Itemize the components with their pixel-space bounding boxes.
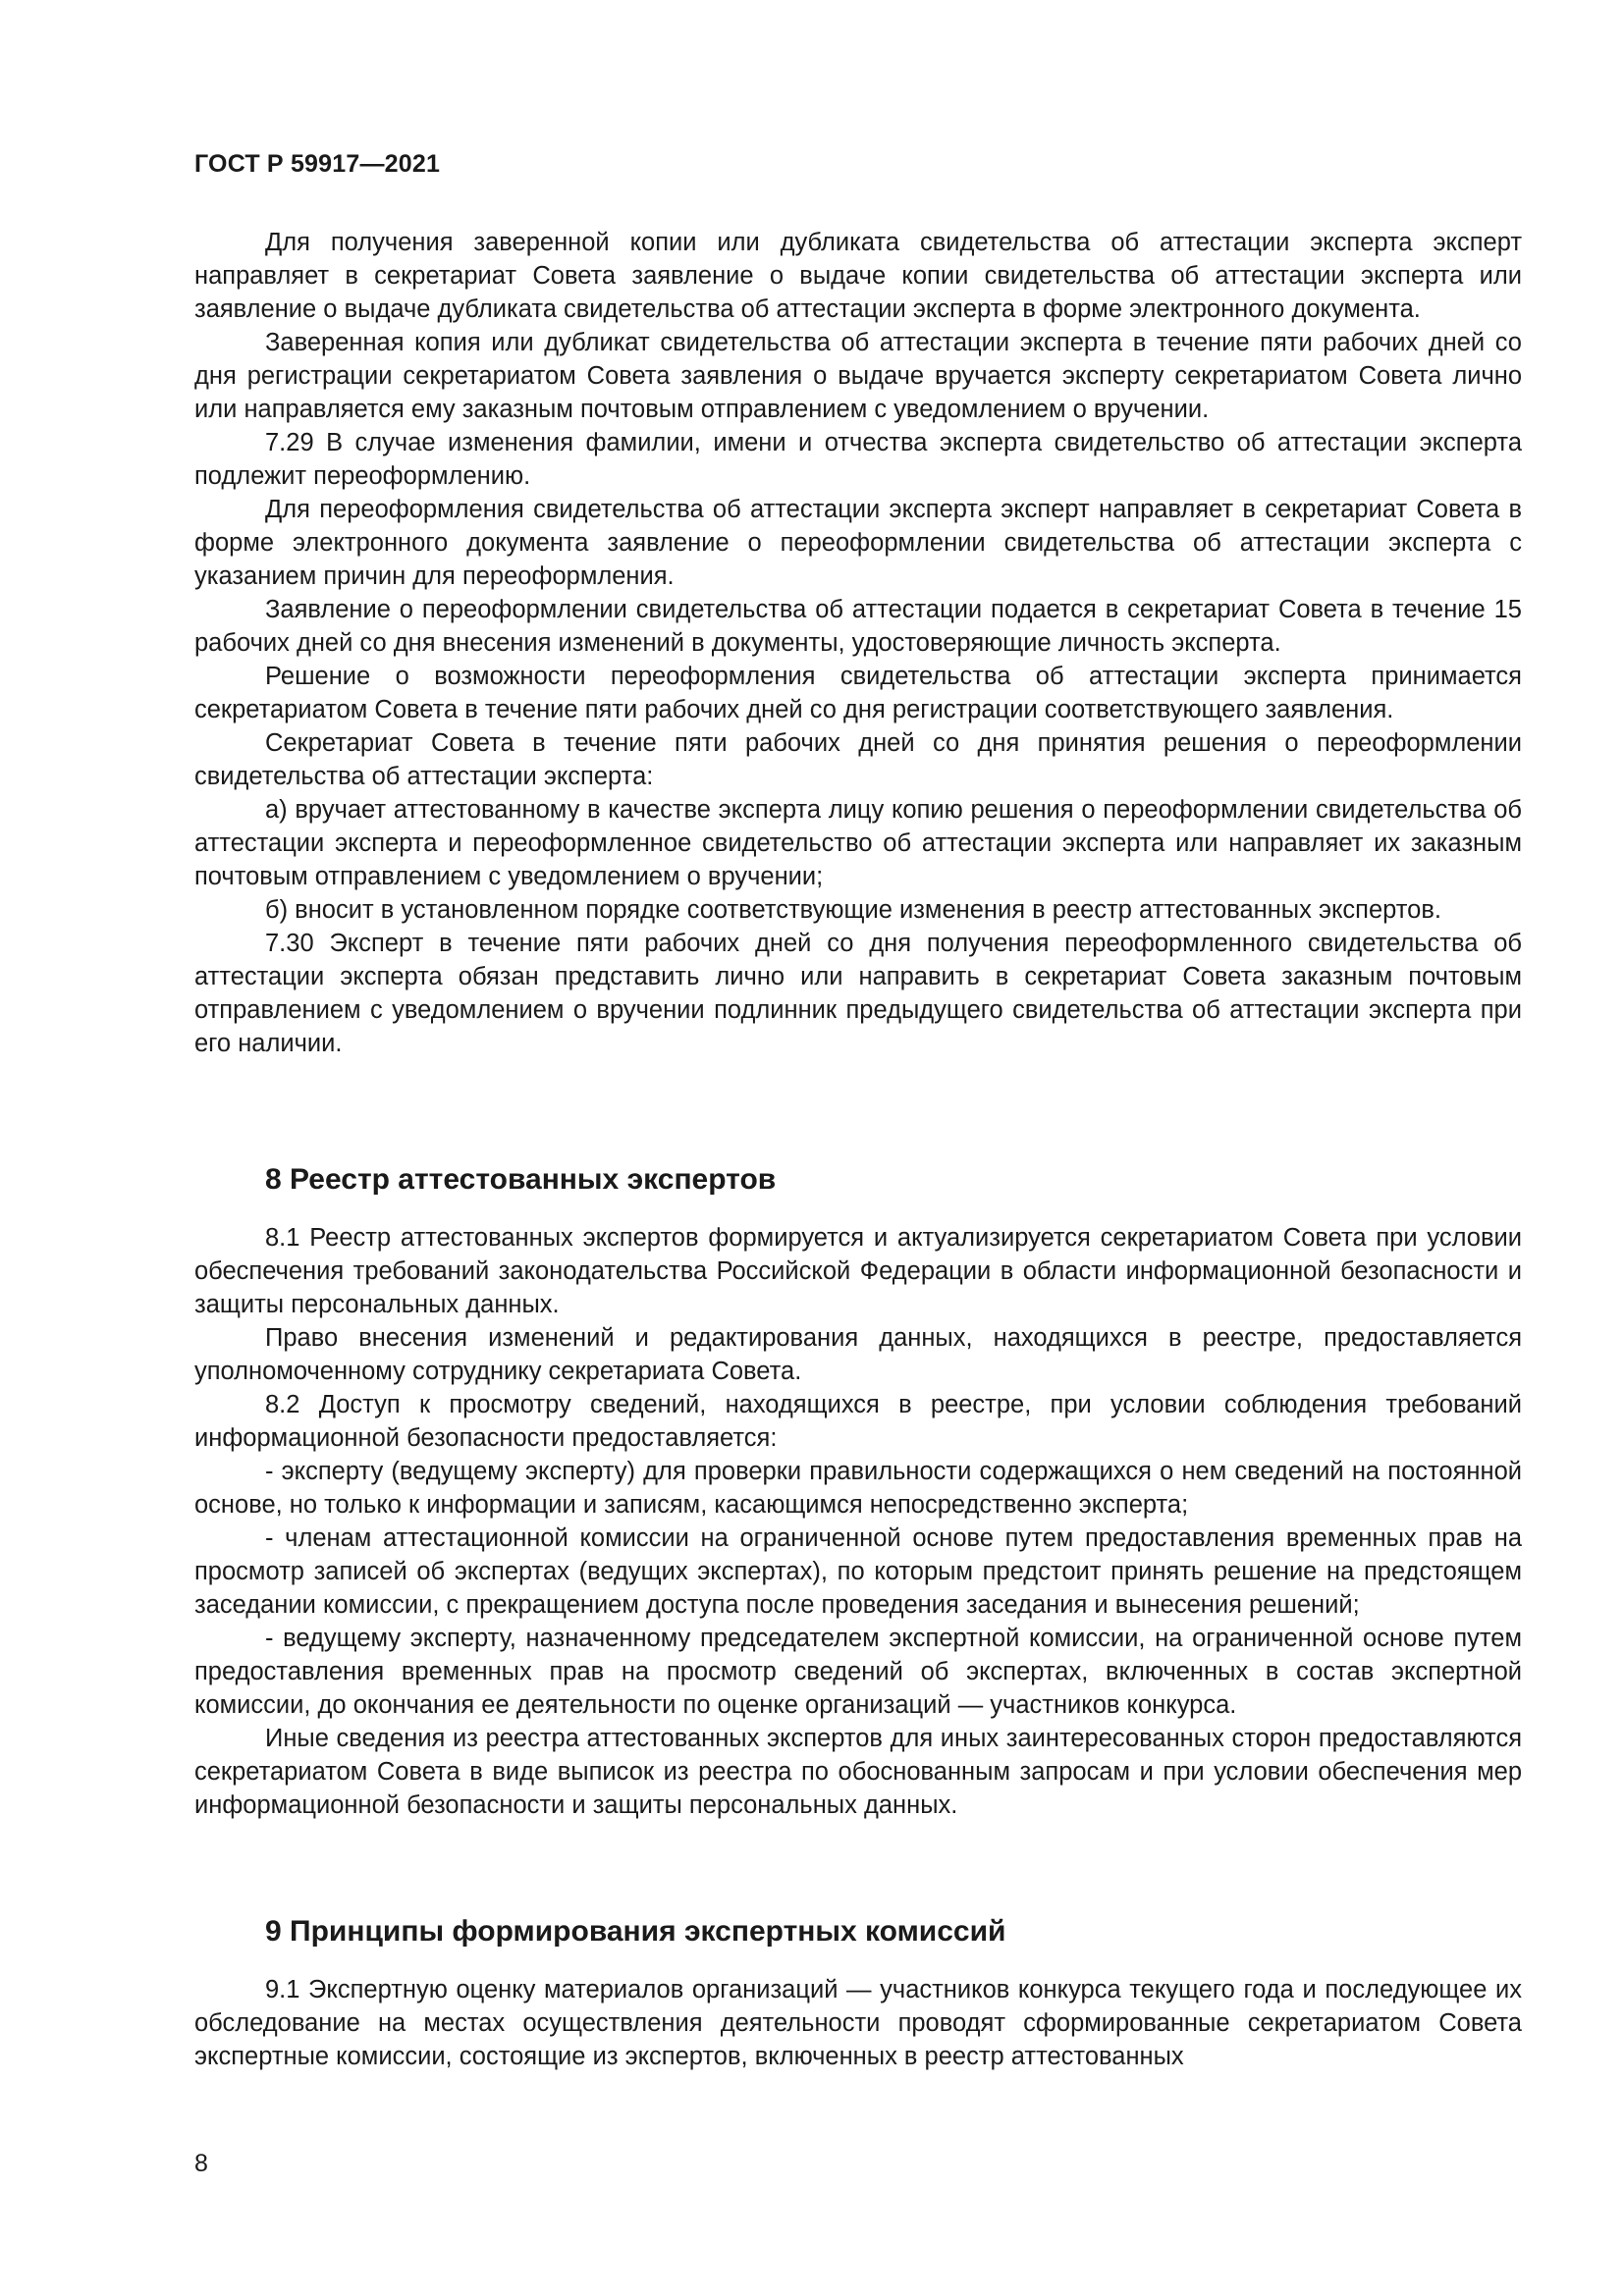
paragraph: Заверенная копия или дубликат свидетельства об аттестации эксперта в течение пяти рабочих дней со дня регистрации секретариатом Совета заявления о выдаче вручается эксперту секретариатом Совета лично или направляется ему заказным почтовым отправлением с уведомлением о вручении. bbox=[194, 329, 1522, 423]
paragraph-8-2: 8.2 Доступ к просмотру сведений, находящихся в реестре, при условии соблюдения требований информационной безопасности предоставляется: bbox=[194, 1391, 1522, 1452]
block-7-continuation bbox=[194, 226, 1522, 1060]
paragraph-9-1: 9.1 Экспертную оценку материалов организаций — участников конкурса текущего года и последующее их обследование на местах осуществления деятельности проводят сформированные секретариатом Совета экспертные комиссии, состоящие из экспертов, включенных в реестр аттестованных bbox=[194, 1976, 1522, 2070]
section-8-title: 8 Реестр аттестованных экспертов bbox=[265, 1163, 777, 1196]
paragraph-7-30: 7.30 Эксперт в течение пяти рабочих дней со дня получения переоформленного свидетельства об аттестации эксперта обязан представить лично или направить в секретариат Совета заказным почтовым отправлением с уведомлением о вручении подлинник предыдущего свидетельства об аттестации эксперта при его наличии. bbox=[194, 930, 1522, 1057]
list-item-a: а) вручает аттестованному в качестве эксперта лицу копию решения о переоформлении свидетельства об аттестации эксперта и переоформленное свидетельство об аттестации эксперта или направляет их заказным почтовым отправлением с уведомлением о вручении; bbox=[194, 796, 1522, 890]
paragraph: Для получения заверенной копии или дубликата свидетельства об аттестации эксперта эксперт направляет в секретариат Совета заявление о выдаче копии свидетельства об аттестации эксперта или заявление о выдаче дубликата свидетельства об аттестации эксперта в форме электронного документа. bbox=[194, 229, 1522, 323]
section-9 bbox=[194, 1912, 1522, 2073]
paragraph: Решение о возможности переоформления свидетельства об аттестации эксперта принимается секретариатом Совета в течение пяти рабочих дней со дня регистрации соответствующего заявления. bbox=[194, 663, 1522, 723]
paragraph: Иные сведения из реестра аттестованных экспертов для иных заинтересованных сторон предоставляются секретариатом Совета в виде выписок из реестра по обоснованным запросам и при условии обеспечения мер информационной безопасности и защиты персональных данных. bbox=[194, 1725, 1522, 1819]
paragraph: Заявление о переоформлении свидетельства об аттестации подается в секретариат Совета в течение 15 рабочих дней со дня внесения изменений в документы, удостоверяющие личность эксперта. bbox=[194, 596, 1522, 657]
paragraph: Право внесения изменений и редактирования данных, находящихся в реестре, предоставляется уполномоченному сотруднику секретариата Совета. bbox=[194, 1324, 1522, 1385]
list-item-dash: - членам аттестационной комиссии на ограниченной основе путем предоставления временных прав на просмотр записей об экспертах (ведущих экспертах), по которым предстоит принять решение на предстоящем заседании комиссии, с прекращением доступа после проведения заседания и вынесения решений; bbox=[194, 1524, 1522, 1619]
paragraph-7-29: 7.29 В случае изменения фамилии, имени и отчества эксперта свидетельство об аттестации эксперта подлежит переоформлению. bbox=[194, 429, 1522, 490]
page-number: 8 bbox=[194, 2150, 208, 2177]
paragraph: Для переоформления свидетельства об аттестации эксперта эксперт направляет в секретариат Совета в форме электронного документа заявление о переоформлении свидетельства об аттестации эксперта с указанием причин для переоформления. bbox=[194, 496, 1522, 590]
paragraph: Секретариат Совета в течение пяти рабочих дней со дня принятия решения о переоформлении свидетельства об аттестации эксперта: bbox=[194, 729, 1522, 790]
list-item-b: б) вносит в установленном порядке соответствующие изменения в реестр аттестованных экспертов. bbox=[265, 896, 1441, 924]
section-8 bbox=[194, 1160, 1522, 1822]
section-9-title: 9 Принципы формирования экспертных комиссий bbox=[265, 1915, 1006, 1948]
page-header: ГОСТ Р 59917—2021 bbox=[194, 150, 441, 178]
list-item-dash: - эксперту (ведущему эксперту) для проверки правильности содержащихся о нем сведений на постоянной основе, но только к информации и записям, касающимся непосредственно эксперта; bbox=[194, 1458, 1522, 1519]
paragraph-8-1: 8.1 Реестр аттестованных экспертов формируется и актуализируется секретариатом Совета при условии обеспечения требований законодательства Российской Федерации в области информационной безопасности и защиты персональных данных. bbox=[194, 1224, 1522, 1318]
list-item-dash: - ведущему эксперту, назначенному председателем экспертной комиссии, на ограниченной основе путем предоставления временных прав на просмотр сведений об экспертах, включенных в состав экспертной комиссии, до окончания ее деятельности по оценке организаций — участников конкурса. bbox=[194, 1625, 1522, 1719]
